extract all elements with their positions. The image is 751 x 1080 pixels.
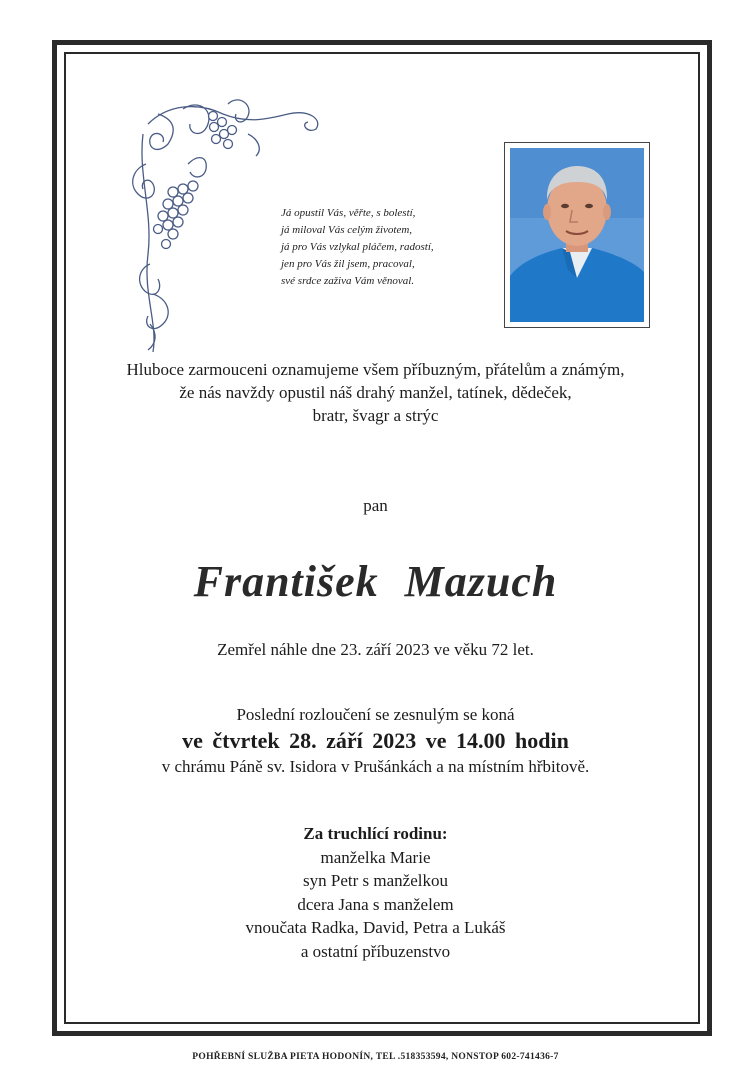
deceased-name: František Mazuch [193,557,558,606]
announcement-line: Hluboce zarmouceni oznamujeme všem příbuzným, přátelům a známým, [126,360,625,379]
family-member: syn Petr s manželkou [303,871,448,890]
poem [281,205,481,290]
honorific: pan [363,496,388,515]
family-member: manželka Marie [320,847,431,867]
family-member: vnoučata Radka, David, Petra a Lukáš [245,918,506,937]
man-portrait-icon [510,148,644,322]
announcement-line: bratr, švagr a strýc [312,406,439,425]
poem-line: své srdce zaživa Vám věnoval. [281,275,415,287]
ceremony-datetime: ve čtvrtek 28. září 2023 ve 14.00 hodin [182,728,569,753]
family-heading: Za truchlící rodinu: [303,824,448,843]
portrait-photo [510,148,644,322]
family-member: dcera Jana s manželem [297,894,454,914]
family-section [0,822,751,963]
announcement-text [0,358,751,427]
death-info: Zemřel náhle dne 23. září 2023 ve věku 72 let. [217,640,534,659]
poem-line: já miloval Vás celým životem, [281,224,413,236]
portrait-frame [504,142,650,328]
poem-line: já pro Vás vzlykal pláčem, radostí, [281,241,434,253]
farewell-intro: Poslední rozloučení se zesnulým se koná [236,705,515,724]
funeral-service-footer: POHŘEBNÍ SLUŽBA PIETA HODONÍN, TEL .518353594, NONSTOP 602-741436-7 [192,1052,559,1062]
announcement-line: že nás navždy opustil náš drahý manžel, tatínek, dědeček, [179,383,572,402]
ceremony-place: v chrámu Páně sv. Isidora v Prušánkách a na místním hřbitově. [161,757,590,776]
poem-line: Já opustil Vás, věřte, s bolestí, [281,207,416,219]
poem-line: jen pro Vás žil jsem, pracoval, [281,258,415,270]
family-member: a ostatní příbuzenstvo [300,941,451,961]
